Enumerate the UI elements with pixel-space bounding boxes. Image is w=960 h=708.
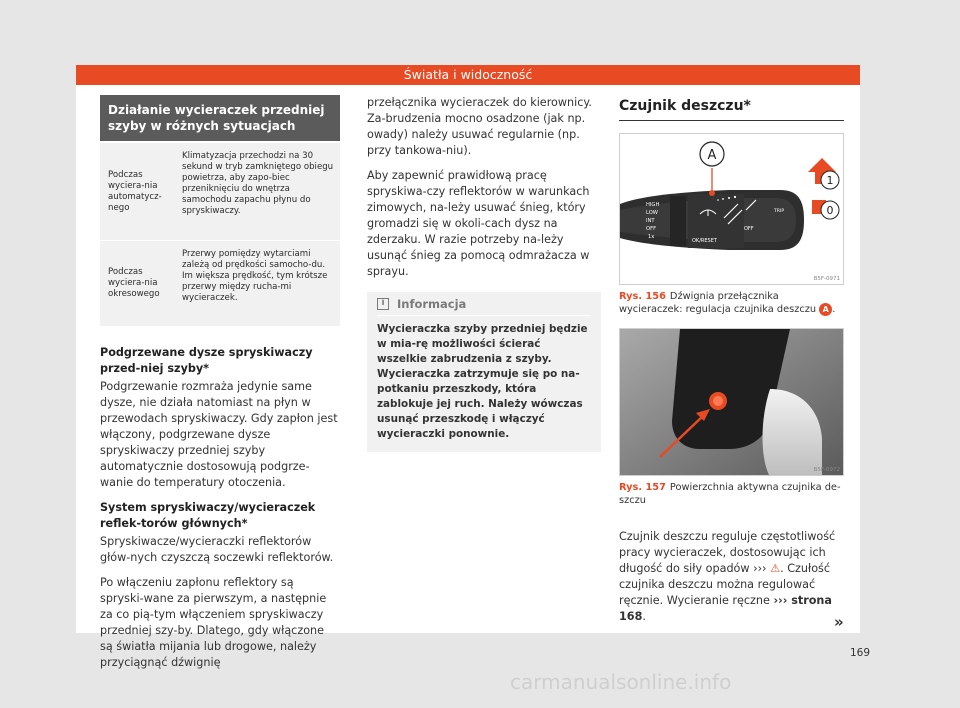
section-title-rain-sensor: Czujnik deszczu* (619, 95, 844, 121)
paragraph: Aby zapewnić prawidłową pracę spryskiwa-czy reflektorów w warunkach zimowych, na-leży usuwać śnieg, który gromadzi się w okoli-cach dysz na zderzaku. W razie potrzeby na-leży usunąć śnieg za pomocą odmrażacza w sprayu. (367, 169, 590, 278)
figure-caption: Rys. 156 Dźwignia przełącznika wycieraczek: regulacja czujnika deszczu A . (619, 291, 836, 315)
paragraph: Podgrzewanie rozmraża jedynie same dysze, nie działa natomiast na płyn w przewodach spryskiwaczy. Gdy zapłon jest włączony, podgrzewane dysze spryskiwaczy przedniej szyby automatycznie dostosowują podgrze-wanie do temperatury otoczenia. (100, 380, 338, 489)
text-end: . (642, 610, 646, 623)
paragraph: Po włączeniu zapłonu reflektory są spryski-wane za pierwszym, a następnie za co pią-tym włączeniem spryskiwaczy przedniej szy-by. Dlatego, gdy włączone są światła mijania lub drogowe, należy przyciągnąć dźwignię (100, 576, 327, 669)
table-row-value: Przerwy pomiędzy wytarciami zależą od prędkości samocho-du. Im większa prędkość, tym krótsze przerwy między rucha-mi wycieraczek. (182, 249, 328, 303)
column-middle (367, 95, 601, 452)
caption-text: Powierzchnia aktywna czujnika de-szczu (619, 482, 841, 506)
info-box-text: Wycieraczka szyby przedniej będzie w mia-rę możliwości ścierać wszelkie zabrudzenia z szyby. Wycieraczka zatrzymuje się po na-potkaniu przeszkody, która zablokuje jej ruch. Należy wówczas usunąć przeszkodę i włączyć wycieraczki ponownie. (377, 323, 588, 440)
paragraph-rain-sensor (619, 529, 844, 625)
caption-text: Dźwignia przełącznika wycieraczek: regulacja czujnika deszczu (619, 291, 817, 315)
table-row-label: Podczas wyciera-nia okresowego (108, 267, 160, 299)
column-left (100, 95, 340, 680)
callout-marker-a: A (819, 303, 832, 316)
watermark: carmanualsonline.info (510, 670, 732, 694)
table-row (100, 241, 340, 327)
table-row (100, 143, 340, 241)
lever-label-1x: 1x (648, 234, 655, 240)
figure-number: Rys. 156 (619, 291, 666, 302)
ref-arrows: ››› (753, 562, 767, 575)
lever-label-off2: OFF (744, 226, 754, 232)
callout-a: A (707, 148, 717, 163)
section-heading-headlight-washers: System spryskiwaczy/wycieraczek reflek-torów głównych* (100, 501, 316, 530)
figure-number: Rys. 157 (619, 482, 666, 493)
table-row-value: Klimatyzacja przechodzi na 30 sekund w tryb zamkniętego obiegu powietrza, aby zapo-biec przeniknięciu do wnętrza samochodu zapachu płynu do spryskiwaczy. (182, 151, 334, 216)
paragraph: przełącznika wycieraczek do kierownicy. Za-brudzenia mocno osadzone (jak np. owady) należy usuwać regularnie (np. przy tankowa-niu). (367, 96, 592, 157)
info-title-text: Informacja (397, 296, 467, 311)
table-title: Działanie wycieraczek przedniej szyby w różnych sytuacjach (100, 95, 340, 141)
table-row-label: Podczas wyciera-nia automatycz-nego (108, 169, 162, 213)
callout-1: 1 (826, 174, 834, 187)
wiper-table (100, 95, 340, 327)
figure-code: B5F-0972 (813, 467, 840, 473)
figure-caption (619, 481, 844, 507)
page-header: Światła i widoczność (76, 65, 860, 85)
page-number: 169 (849, 647, 870, 659)
text-main: Czujnik deszczu reguluje częstotliwość pracy wycieraczek, dostosowując ich długość do siły opadów (619, 530, 836, 575)
wiper-lever-illustration (620, 134, 844, 285)
text-mid: . Czułość czujnika deszczu można regulować ręcznie. Wycieranie ręczne (619, 562, 831, 607)
column-right (619, 95, 844, 634)
warning-icon: ⚠ (770, 562, 781, 575)
info-box (367, 292, 601, 452)
lever-label-high: HIGH (646, 202, 660, 208)
figure-wiper-lever (619, 133, 844, 285)
lever-label-trip: TRIP (774, 209, 785, 214)
info-box-title (377, 292, 591, 316)
lever-label-okreset: OK/RESET (692, 238, 717, 244)
lever-label-off: OFF (646, 226, 657, 232)
info-icon: i (377, 298, 389, 310)
continue-icon: » (834, 613, 844, 631)
figure-code: B5F-0971 (813, 276, 840, 282)
section-heading-heated-nozzles: Podgrzewane dysze spryskiwaczy przed-niej szyby* (100, 346, 313, 375)
lever-label-int: INT (646, 218, 655, 224)
page-link[interactable]: ››› strona 168 (619, 594, 832, 623)
paragraph: Spryskiwacze/wycieraczki reflektorów głów-nych czyszczą soczewki reflektorów. (100, 535, 334, 564)
lever-label-low: LOW (646, 210, 658, 216)
figure-rain-sensor-surface (619, 328, 844, 476)
rain-sensor-illustration (620, 329, 844, 476)
callout-0: 0 (826, 204, 834, 217)
